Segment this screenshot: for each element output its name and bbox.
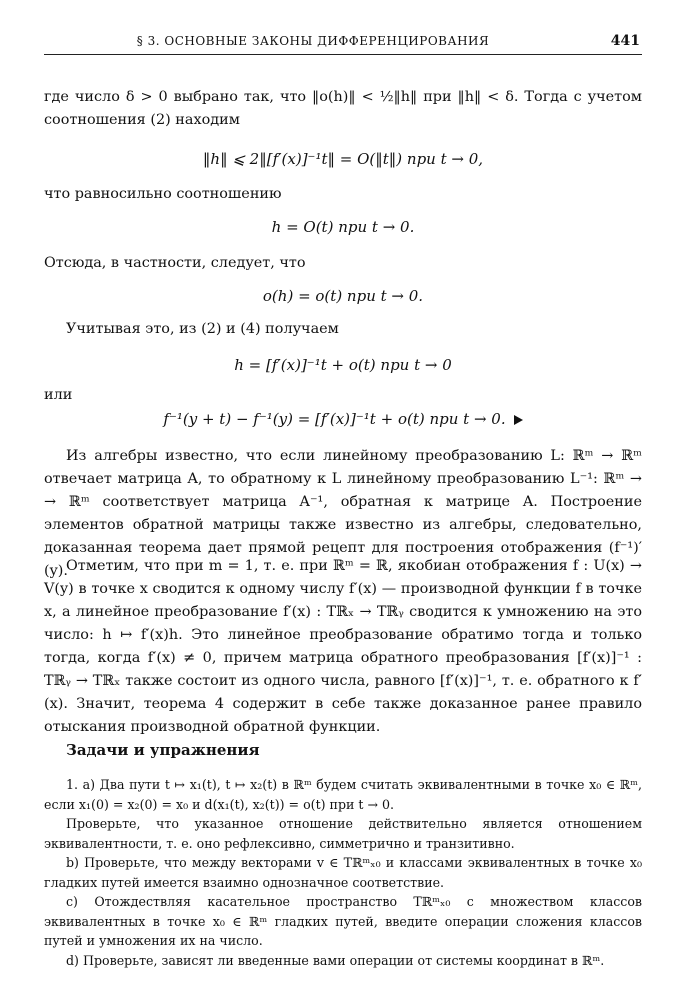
equation-3: o(h) = o(t) при t → 0.: [262, 287, 424, 305]
equation-4: h = [f′(x)]⁻¹t + o(t) при t → 0: [234, 356, 452, 374]
equation-5-row: [44, 407, 642, 431]
section-title: § 3. ОСНОВНЫЕ ЗАКОНЫ ДИФФЕРЕНЦИРОВАНИЯ: [136, 34, 490, 48]
equation-1: ‖h‖ ⩽ 2‖[f′(x)]⁻¹t‖ = O(‖t‖) при t → 0,: [202, 150, 484, 168]
exercise-1d: d) Проверьте, зависят ли введенные вами операции от системы координат в ℝᵐ.: [66, 953, 605, 968]
exercise-1a-check: Проверьте, что указанное отношение действительно является отношением эквивалентности, т. е. оно рефлексивно, симметрично и транзитивно.: [44, 816, 642, 851]
exercise-1a: 1. a) Два пути t ↦ x₁(t), t ↦ x₂(t) в ℝᵐ будем считать эквивалентными в точке x₀ ∈ ℝᵐ, если x₁(0) = x₂(0) = x₀ и d(x₁(t), x₂(t)) = o(t) при t → 0.: [44, 777, 642, 812]
exercises-heading: Задачи и упражнения: [66, 741, 260, 759]
equation-5: f⁻¹(y + t) − f⁻¹(y) = [f′(x)]⁻¹t + o(t) при t → 0.: [163, 410, 506, 428]
paragraph-3: Отсюда, в частности, следует, что: [44, 255, 306, 271]
paragraph-6: Из алгебры известно, что если линейному преобразованию L: ℝᵐ → ℝᵐ отвечает матрица A, то обратному к L линейному преобразованию L⁻¹: ℝᵐ → → ℝᵐ соответствует матрица A⁻¹, обратная к матрице A. Построение элементов обратной матрицы также известно из алгебры, следовательно, доказанная теорема дает прямой рецепт для построения отображения (f⁻¹)′(y).: [44, 448, 642, 579]
exercise-1c: c) Отождествляя касательное пространство Tℝᵐₓ₀ с множеством классов эквивалентных в точке x₀ ∈ ℝᵐ гладких путей, введите операции сложения классов путей и умножения их на число.: [44, 894, 642, 948]
exercise-1b: b) Проверьте, что между векторами v ∈ Tℝᵐₓ₀ и классами эквивалентных в точке x₀ гладких путей имеется взаимно однозначное соответствие.: [44, 855, 642, 890]
equation-2: h = O(t) при t → 0.: [271, 218, 415, 236]
paragraph-2: что равносильно соотношению: [44, 186, 282, 202]
header-rule: [44, 54, 642, 55]
paragraph-1: где число δ > 0 выбрано так, что ‖o(h)‖ < ½‖h‖ при ‖h‖ < δ. Тогда с учетом соотношения (2) находим: [44, 89, 642, 128]
paragraph-5: или: [44, 387, 73, 403]
running-header: [44, 34, 642, 56]
page-number: 441: [610, 33, 640, 49]
paragraph-7: Отметим, что при m = 1, т. е. при ℝᵐ = ℝ, якобиан отображения f : U(x) → V(y) в точке x сводится к одному числу f′(x) — производной функции f в точке x, а линейное преобразование f′(x) : Tℝₓ → Tℝᵧ сводится к умножению на это число: h ↦ f′(x)h. Это линейное преобразование обратимо тогда и только тогда, когда f′(x) ≠ 0, причем матрица обратного преобразования [f′(x)]⁻¹ : Tℝᵧ → Tℝₓ также состоит из одного числа, равного [f′(x)]⁻¹, т. е. обратного к f′(x). Значит, теорема 4 содержит в себе также доказанное ранее правило отыскания производной обратной функции.: [44, 558, 642, 735]
paragraph-4: Учитывая это, из (2) и (4) получаем: [66, 321, 339, 337]
end-of-proof-icon: [514, 415, 523, 425]
